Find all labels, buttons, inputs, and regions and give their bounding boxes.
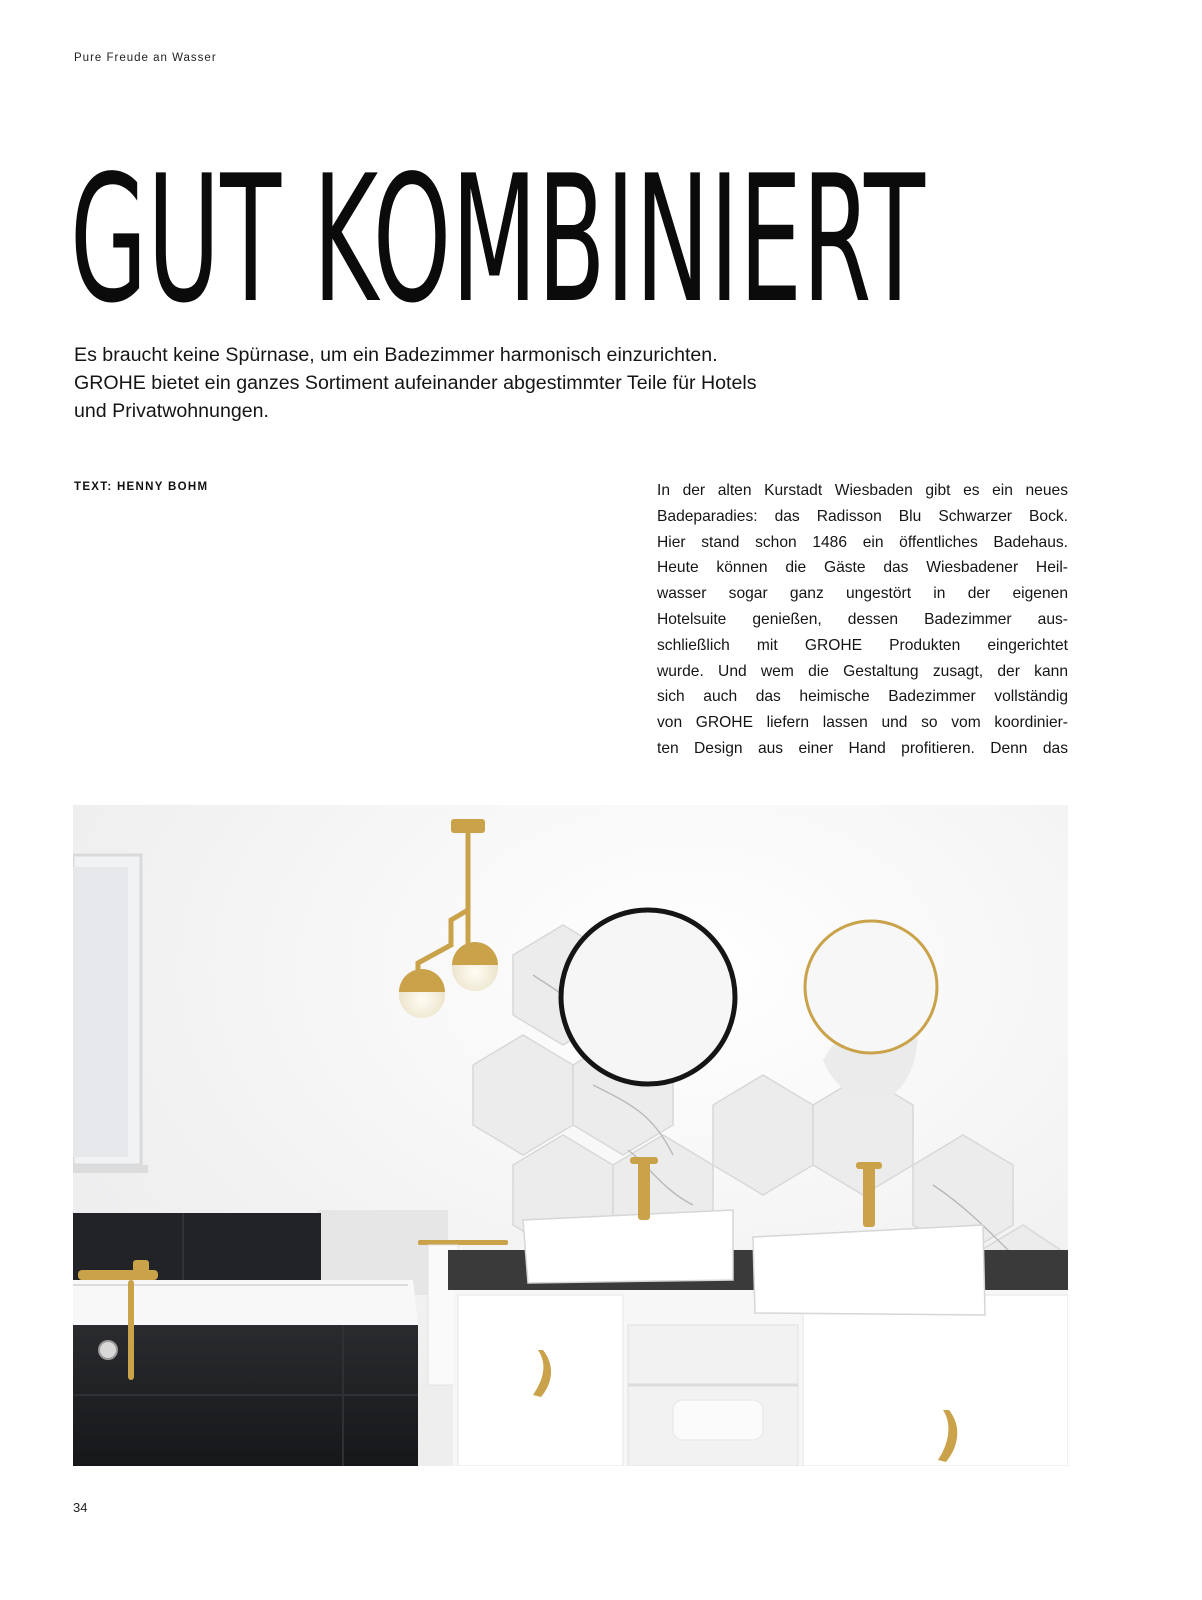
- body-line: wurde. Und wem die Gestaltung zusagt, der kann: [657, 662, 1068, 680]
- body-line: ten Design aus einer Hand profitieren. Denn das: [657, 739, 1068, 757]
- lead-line: Es braucht keine Spürnase, um ein Badezimmer harmonisch einzurichten.: [74, 344, 718, 366]
- vanity-cabinet: [453, 1290, 1068, 1466]
- author-byline: TEXT: HENNY BOHM: [74, 481, 209, 493]
- lead-paragraph: [74, 341, 954, 425]
- bathroom-photo: [73, 805, 1068, 1466]
- window: [73, 855, 148, 1173]
- running-head: Pure Freude an Wasser: [74, 52, 217, 64]
- body-line: schließlich mit GROHE Produkten eingerichtet: [657, 636, 1068, 654]
- body-line: Heute können die Gäste das Wiesbadener Heil-: [657, 559, 1068, 577]
- lead-line: und Privatwohnungen.: [74, 400, 269, 422]
- body-line: In der alten Kurstadt Wiesbaden gibt es ein neues: [657, 482, 1068, 499]
- body-line: wasser sogar ganz ungestört in der eigenen: [657, 585, 1068, 603]
- body-line: sich auch das heimische Badezimmer vollständig: [657, 688, 1068, 706]
- basin-left: [523, 1210, 733, 1283]
- headline-text: GUT KOMBINIERT: [70, 139, 926, 320]
- body-line: Badeparadies: das Radisson Blu Schwarzer Bock.: [657, 507, 1068, 525]
- body-text: [657, 478, 1068, 762]
- page-number: 34: [73, 1500, 88, 1515]
- mirror-brass: [805, 921, 937, 1053]
- mirror-black: [561, 910, 735, 1084]
- basin-right: [753, 1225, 985, 1315]
- lead-line: GROHE bietet ein ganzes Sortiment aufeinander abgestimmter Teile für Hotels: [74, 372, 757, 394]
- bathtub: [73, 1280, 418, 1466]
- body-line: Hotelsuite genießen, dessen Badezimmer aus-: [657, 610, 1068, 628]
- body-line: von GROHE liefern lassen und so vom koordinier-: [657, 714, 1068, 732]
- page-title: [70, 110, 1070, 320]
- body-line: Hier stand schon 1486 ein öffentliches Badehaus.: [657, 533, 1068, 551]
